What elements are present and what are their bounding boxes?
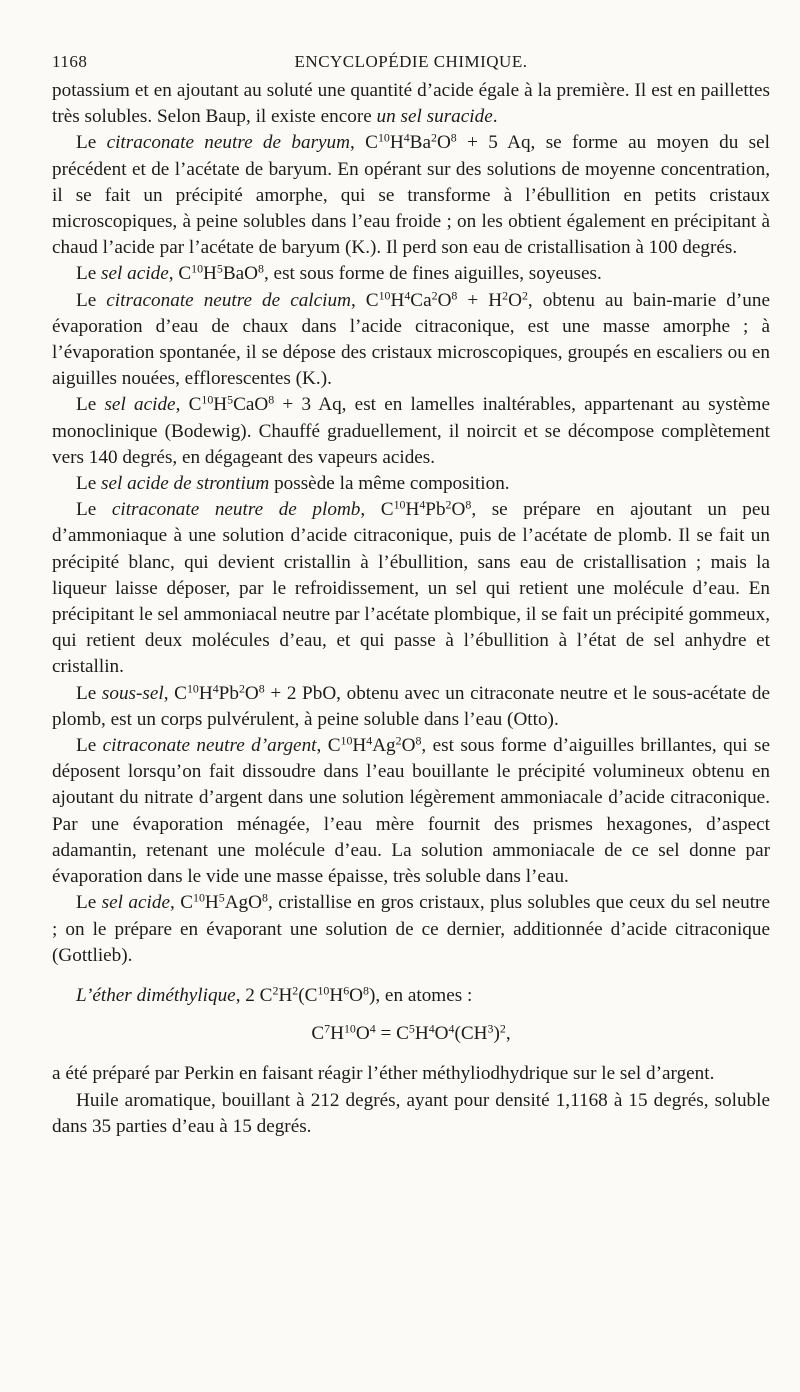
para-citraconate-argent: Le citraconate neutre d’argent, $C^{10}H^4Ag^2O^8$, est sous forme d’aiguilles brillantes, qui se déposent lorsqu’on fait dissoudre dans l’eau bouillante le précipité volumineux obtenu en ajoutant du nitrate d’argent dans une solution légèrement ammoniacale d’acide citraconique. Par une évaporation ménagée, l’eau mère fournit des prismes hexagones, d’aspect adamantin, retenant une molécule d’eau. La solution ammoniacale de ce sel donne par évaporation dans le vide une masse épaisse, très soluble dans l’eau. [52, 733, 770, 888]
para-citraconate-baryum: Le citraconate neutre de baryum, $C^{10}H^4Ba^2O^8 + 5$ Aq, se forme au moyen du sel précédent et de l’acétate de baryum. En opérant sur des solutions de moyenne concentration, il se fait un précipité amorphe, qui se transforme à l’ébullition en petits cristaux microscopiques, à peine solubles dans l’eau froide ; on les obtient également en précipitant à chaud l’acide par l’acétate de baryum (K.). Il perd son eau de cristallisation à 100 degrés. [52, 130, 770, 259]
para-potassium: potassium et en ajoutant au soluté une quantité d’acide égale à la première. Il est en paillettes très solubles. Selon Baup, il existe encore un sel suracide. [52, 80, 770, 128]
para-ether-dimethylique: L’éther diméthylique, 2 $C^2H^2(C^{10}H^6O^8)$, en atomes : [76, 983, 473, 1006]
para-perkin: a été préparé par Perkin en faisant réagir l’éther méthyliodhydrique sur le sel d’argent. [52, 1063, 715, 1085]
para-citraconate-plomb: Le citraconate neutre de plomb, $C^{10}H^4Pb^2O^8$, se prépare en ajoutant un peu d’ammoniaque à une solution d’acide citraconique, puis de l’acétate de plomb. Il se fait un précipité blanc, qui devient cristallin à l’ébullition, sans eau de cristallisation ; mais la liqueur laisse déposer, par le refroidissement, un sel qui retient une molécule d’eau. En précipitant le sel ammoniacal neutre par l’acétate plombique, il se fait un précipité gommeux, qui retient deux molécules d’eau, et qui passe à l’ébullition à l’état de sel anhydre et cristallin. [52, 497, 770, 678]
page-header [52, 48, 770, 78]
formula-ether: $C^7H^{10}O^4 = C^5H^4O^4(CH^3)^2$, [311, 1021, 511, 1045]
para-citraconate-calcium: Le citraconate neutre de calcium, $C^{10}H^4Ca^2O^8 + H^2O^2$, obtenu au bain-marie d’une évaporation d’eau de chaux dans l’acide citraconique, est une masse amorphe ; à l’évaporation spontanée, il se dépose des cristaux microscopiques, groupés en escaliers ou en aiguilles nouées, efflorescentes (K.). [52, 288, 770, 390]
para-sel-acide-strontium: Le sel acide de strontium possède la même composition. [76, 473, 510, 495]
para-sel-acide-argent: Le sel acide, $C^{10}H^5AgO^8$, cristallise en gros cristaux, plus solubles que ceux du sel neutre ; on le prépare en évaporant une solution de ce dernier, additionnée d’acide citraconique (Gottlieb). [52, 890, 770, 966]
para-sel-acide-calcium: Le sel acide, $C^{10}H^5CaO^8 + 3$ Aq, est en lamelles inaltérables, appartenant au système monoclinique (Bodewig). Chauffé graduellement, il noircit et se décompose complètement vers 140 degrés, en dégageant des vapeurs acides. [52, 392, 770, 468]
para-sel-acide-baryum: Le sel acide, $C^{10}H^5BaO^8$, est sous forme de fines aiguilles, soyeuses. [76, 261, 602, 285]
para-sous-sel: Le sous-sel, $C^{10}H^4Pb^2O^8 + 2$ PbO, obtenu avec un citraconate neutre et le sous-acétate de plomb, est un corps pulvérulent, à peine soluble dans l’eau (Otto). [52, 681, 770, 730]
para-huile-aromatique: Huile aromatique, bouillant à 212 degrés, ayant pour densité 1,1168 à 15 degrés, soluble dans 35 parties d’eau à 15 degrés. [52, 1089, 770, 1137]
body-text [52, 78, 770, 1140]
page-number: 1168 [52, 52, 88, 71]
running-head: ENCYCLOPÉDIE CHIMIQUE. [294, 52, 528, 71]
